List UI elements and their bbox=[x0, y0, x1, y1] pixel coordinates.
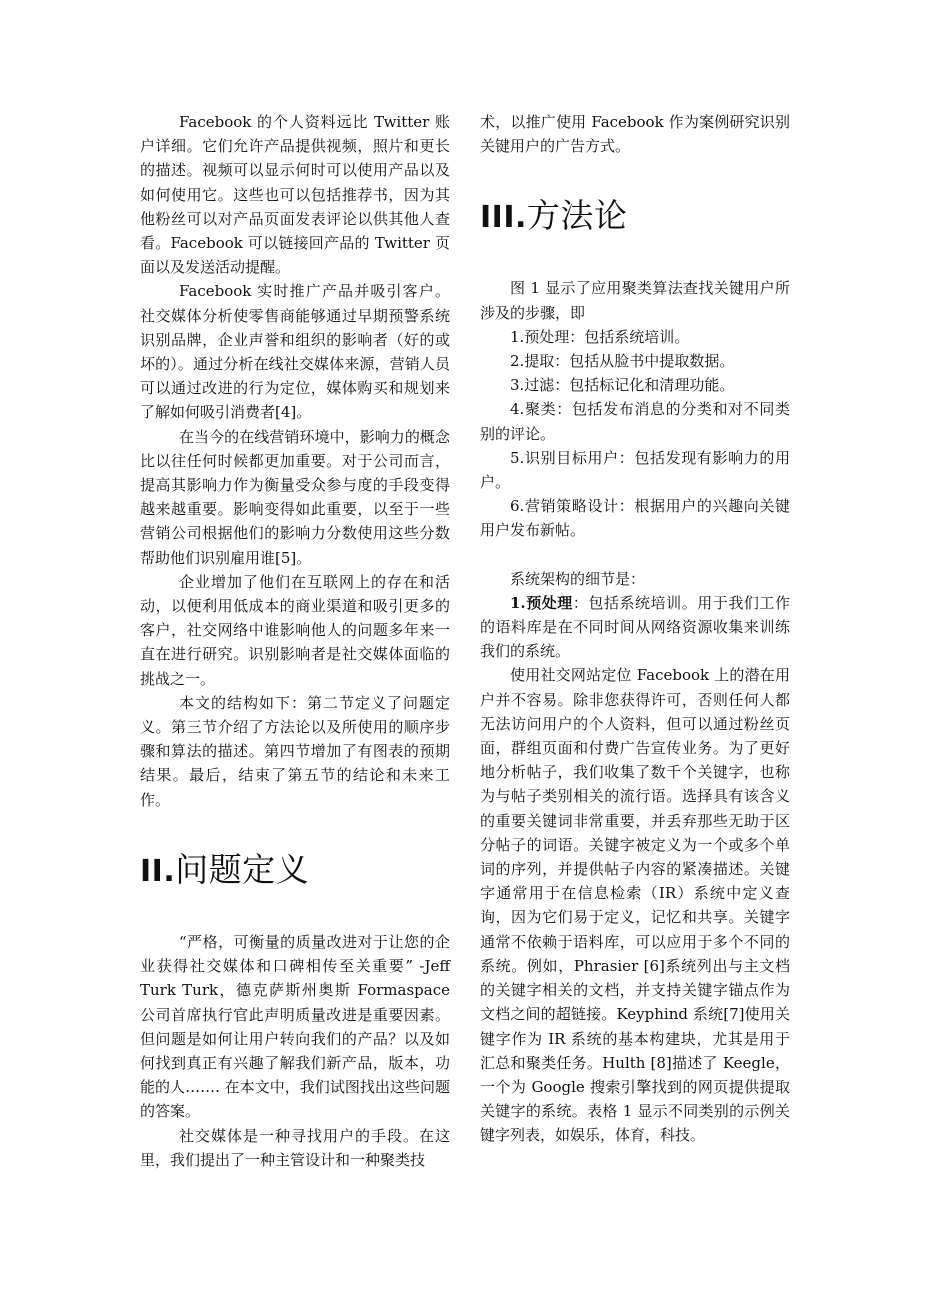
list-item-step: 4.聚类：包括发布消息的分类和对不同类别的评论。 bbox=[480, 400, 790, 443]
paragraph-continuation: 术，以推广使用 Facebook 作为案例研究识别关键用户的广告方式。 bbox=[480, 113, 790, 156]
paragraph-facebook-profile: Facebook 的个人资料远比 Twitter 账户详细。它们允许产品提供视频，照片和更长的描述。视频可以显示何时可以使用产品以及如何使用它。这些也可以包括推荐书，因为其他粉丝可以对产品页面发表评论以供其他人查看。Facebook 可以链接回产品的 Twitter 页面以及发送活动提醒。 bbox=[140, 113, 450, 277]
left-column bbox=[140, 110, 450, 1172]
section-heading-problem-definition: II.问题定义 bbox=[140, 849, 310, 889]
paragraph-preprocessing: 1.预处理：包括系统培训。用于我们工作的语料库是在不同时间从网络资源收集来训练我们的系统。 bbox=[480, 593, 790, 661]
list-item-step: 3.过滤：包括标记化和清理功能。 bbox=[510, 376, 735, 395]
list-item-step: 1.预处理：包括系统培训。 bbox=[510, 327, 690, 346]
paragraph-influence: 在当今的在线营销环境中，影响力的概念比以往任何时候都更加重要。对于公司而言，提高其影响力作为衡量受众参与度的手段变得越来越重要。影响变得如此重要，以至于一些营销公司根据他们的影响力分数使用这些分数帮助他们识别雇用谁[5]。 bbox=[140, 427, 450, 567]
paragraph-social-media: 社交媒体是一种寻找用户的手段。在这里，我们提出了一种主管设计和一种聚类技 bbox=[140, 1126, 450, 1169]
paragraph-business-presence: 企业增加了他们在互联网上的存在和活动，以便利用低成本的商业渠道和吸引更多的客户，社交网络中谁影响他人的问题多年来一直在进行研究。识别影响者是社交媒体面临的挑战之一。 bbox=[140, 572, 450, 688]
paragraph-keywords: 使用社交网站定位 Facebook 上的潜在用户并不容易。除非您获得许可，否则任何人都无法访问用户的个人资料，但可以通过粉丝页面，群组页面和付费广告宣传业务。为了更好地分析帖子，我们收集了数千个关键字，也称为与帖子类别相关的流行语。选择具有该含义的重要关键词非常重要，并丢弃那些无助于区分帖子的词语。关键字被定义为一个或多个单词的序列，并提供帖子内容的紧凑描述。关键字通常用于在信息检索（IR）系统中定义查询，因为它们易于定义，记忆和共享。关键字通常不依赖于语料库，可以应用于多个不同的系统。例如，Phrasier [6]系统列出与主文档的关键字相关的文档，并支持关键字锚点作为文档之间的超链接。Keyphind 系统[7]使用关键字作为 IR 系统的基本构建块，尤其是用于汇总和聚类任务。Hulth [8]描述了 Keegle，一个为 Google 搜索引擎找到的网页提供提取关键字的系统。表格 1 显示不同类别的示例关键字列表，如娱乐，体育，科技。 bbox=[480, 666, 790, 1145]
paragraph-figure-intro: 图 1 显示了应用聚类算法查找关键用户所涉及的步骤，即 bbox=[480, 279, 790, 322]
list-item-step: 6.营销策略设计：根据用户的兴趣向关键用户发布新帖。 bbox=[480, 497, 790, 540]
paragraph-structure: 本文的结构如下：第二节定义了问题定义。第三节介绍了方法论以及所使用的顺序步骤和算法的描述。第四节增加了有图表的预期结果。最后，结束了第五节的结论和未来工作。 bbox=[140, 693, 450, 809]
right-column bbox=[480, 110, 790, 1148]
list-item-step: 5.识别目标用户：包括发现有影响力的用户。 bbox=[480, 448, 790, 492]
paragraph-architecture-title: 系统架构的细节是： bbox=[510, 569, 646, 588]
section-heading-methodology: III.方法论 bbox=[480, 196, 628, 236]
paragraph-quote: “严格，可衡量的质量改进对于让您的企业获得社交媒体和口碑相传至关重要” -Jeff Turk Turk，德克萨斯州奥斯 Formaspace 公司首席执行官此声明质量改进是重要因素。 但问题是如何让用户转向我们的产品？以及如何找到真正有兴趣了解我们新产品，版本，功能的人……. 在本文中，我们试图找出这些问题的答案。 bbox=[140, 932, 450, 1121]
preprocessing-label: 1.预处理 bbox=[510, 593, 573, 612]
list-item-step: 2.提取：包括从脸书中提取数据。 bbox=[510, 352, 735, 371]
paragraph-facebook-promotion: Facebook 实时推广产品并吸引客户。社交媒体分析使零售商能够通过早期预警系统识别品牌，企业声誉和组织的影响者（好的或坏的）。通过分析在线社交媒体来源，营销人员可以通过改进的行为定位，媒体购买和规划来了解如何吸引消费者[4]。 bbox=[140, 282, 450, 422]
